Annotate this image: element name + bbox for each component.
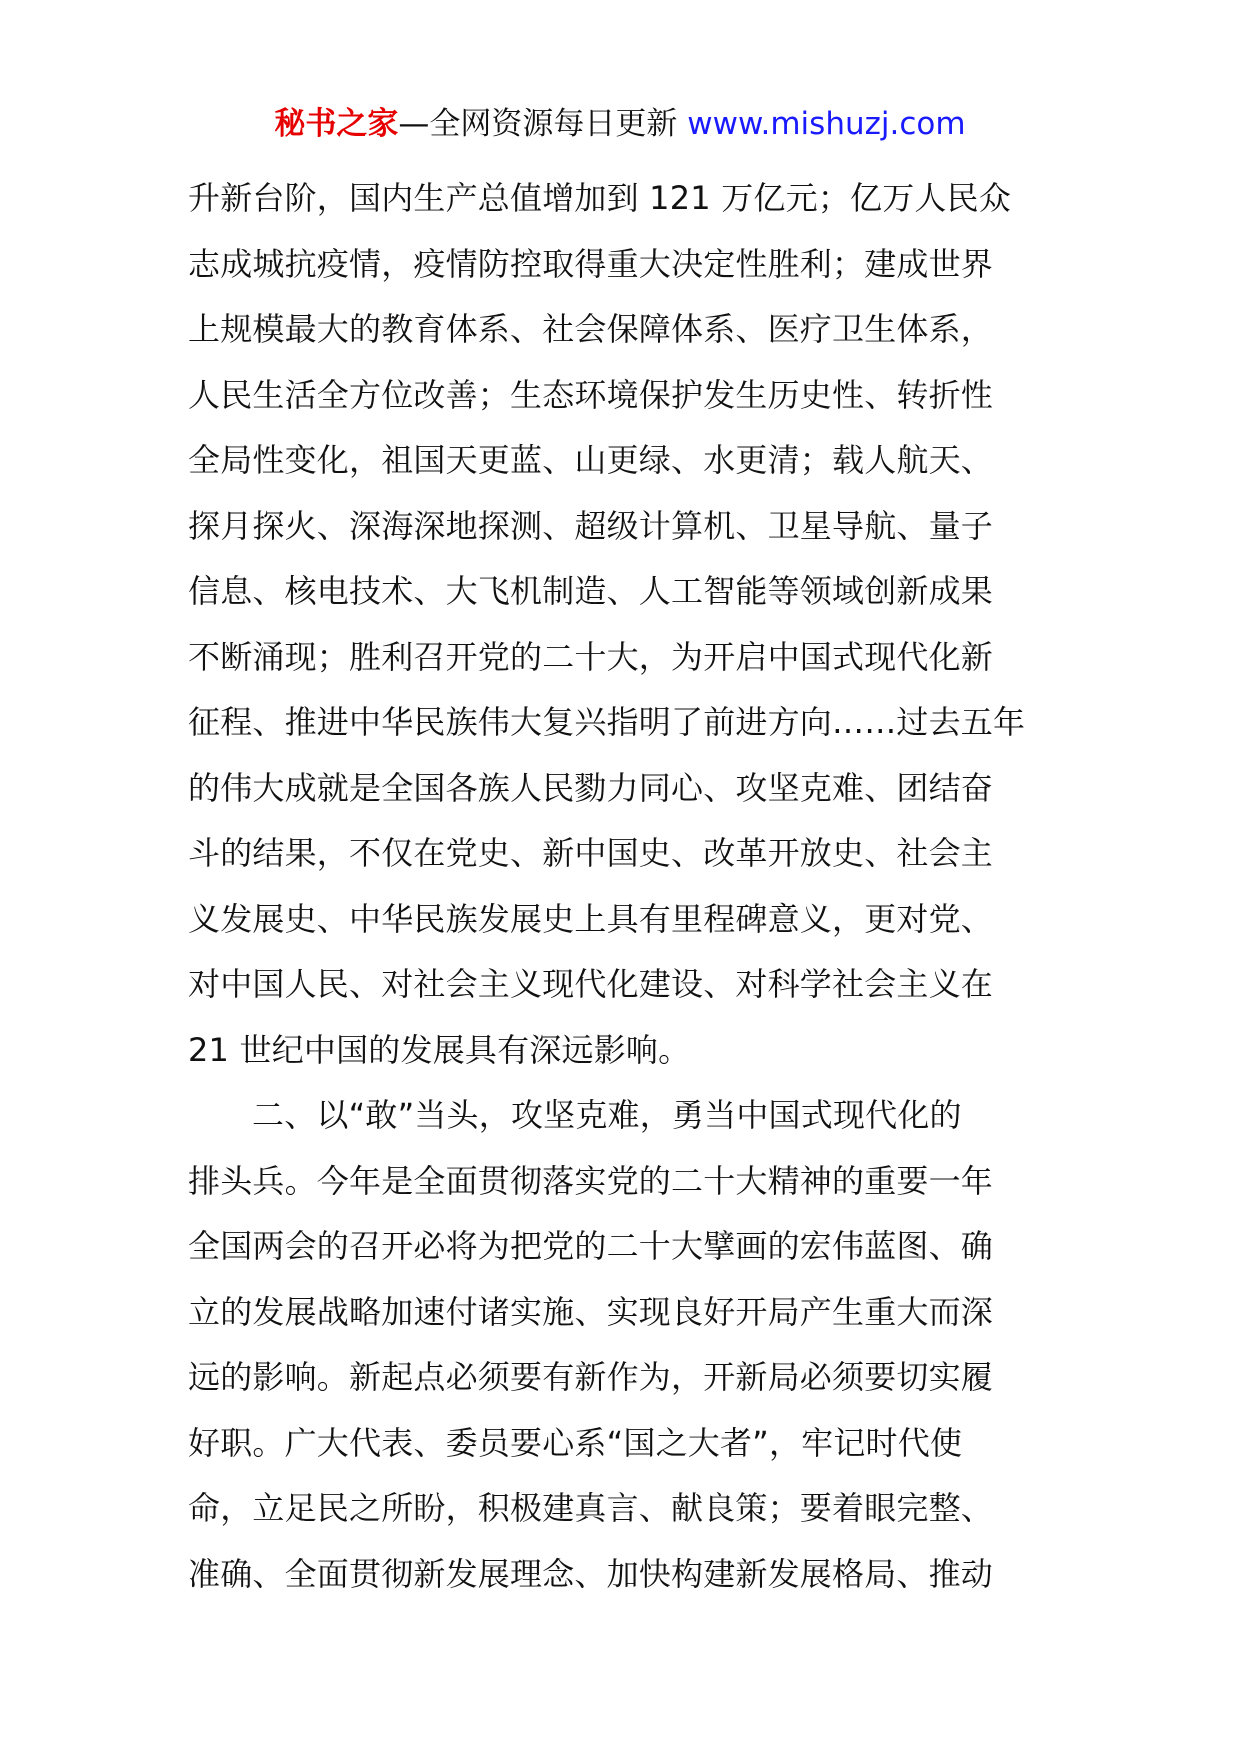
text-line: 对中国人民、对社会主义现代化建设、对科学社会主义在 [188, 965, 994, 1003]
section-heading-line: 二、以“敢”当头，攻坚克难，勇当中国式现代化的 [252, 1096, 962, 1134]
text-line: 征程、推进中华民族伟大复兴指明了前进方向……过去五年 [188, 703, 1026, 741]
text-line: 排头兵。今年是全面贯彻落实党的二十大精神的重要一年 [188, 1161, 994, 1200]
text-line: 立的发展战略加速付诸实施、实现良好开局产生重大而深 [188, 1292, 994, 1331]
text-line: 的伟大成就是全国各族人民勠力同心、攻坚克难、团结奋 [188, 768, 994, 807]
text-line: 远的影响。新起点必须要有新作为，开新局必须要切实履 [188, 1358, 994, 1396]
text-line: 信息、核电技术、大飞机制造、人工智能等领域创新成果 [188, 572, 994, 610]
header-tagline: —全网资源每日更新 [398, 106, 678, 142]
text-line: 斗的结果，不仅在党史、新中国史、改革开放史、社会主 [188, 834, 994, 872]
page-header [0, 100, 1240, 148]
text-line: 上规模最大的教育体系、社会保障体系、医疗卫生体系， [188, 310, 994, 348]
document-body [188, 166, 1068, 1607]
text-line: 准确、全面贯彻新发展理念、加快构建新发展格局、推动 [188, 1554, 994, 1593]
text-line: 升新台阶，国内生产总值增加到 121 万亿元；亿万人民众 [188, 179, 1012, 217]
text-line: 探月探火、深海深地探测、超级计算机、卫星导航、量子 [188, 506, 994, 545]
website-link[interactable]: www.mishuzj.com [687, 106, 966, 142]
text-line: 义发展史、中华民族发展史上具有里程碑意义，更对党、 [188, 899, 994, 938]
text-line: 全国两会的召开必将为把党的二十大擘画的宏伟蓝图、确 [188, 1227, 994, 1265]
text-line: 命，立足民之所盼，积极建真言、献良策；要着眼完整、 [188, 1489, 994, 1527]
text-line: 志成城抗疫情，疫情防控取得重大决定性胜利；建成世界 [188, 244, 994, 283]
text-line: 不断涌现；胜利召开党的二十大，为开启中国式现代化新 [188, 637, 994, 676]
text-line: 人民生活全方位改善；生态环境保护发生历史性、转折性 [188, 375, 994, 414]
text-line: 全局性变化，祖国天更蓝、山更绿、水更清；载人航天、 [188, 441, 994, 479]
text-line: 21 世纪中国的发展具有深远影响。 [188, 1030, 691, 1069]
text-line: 好职。广大代表、委员要心系“国之大者”，牢记时代使 [188, 1423, 963, 1462]
brand-name: 秘书之家 [274, 106, 399, 142]
